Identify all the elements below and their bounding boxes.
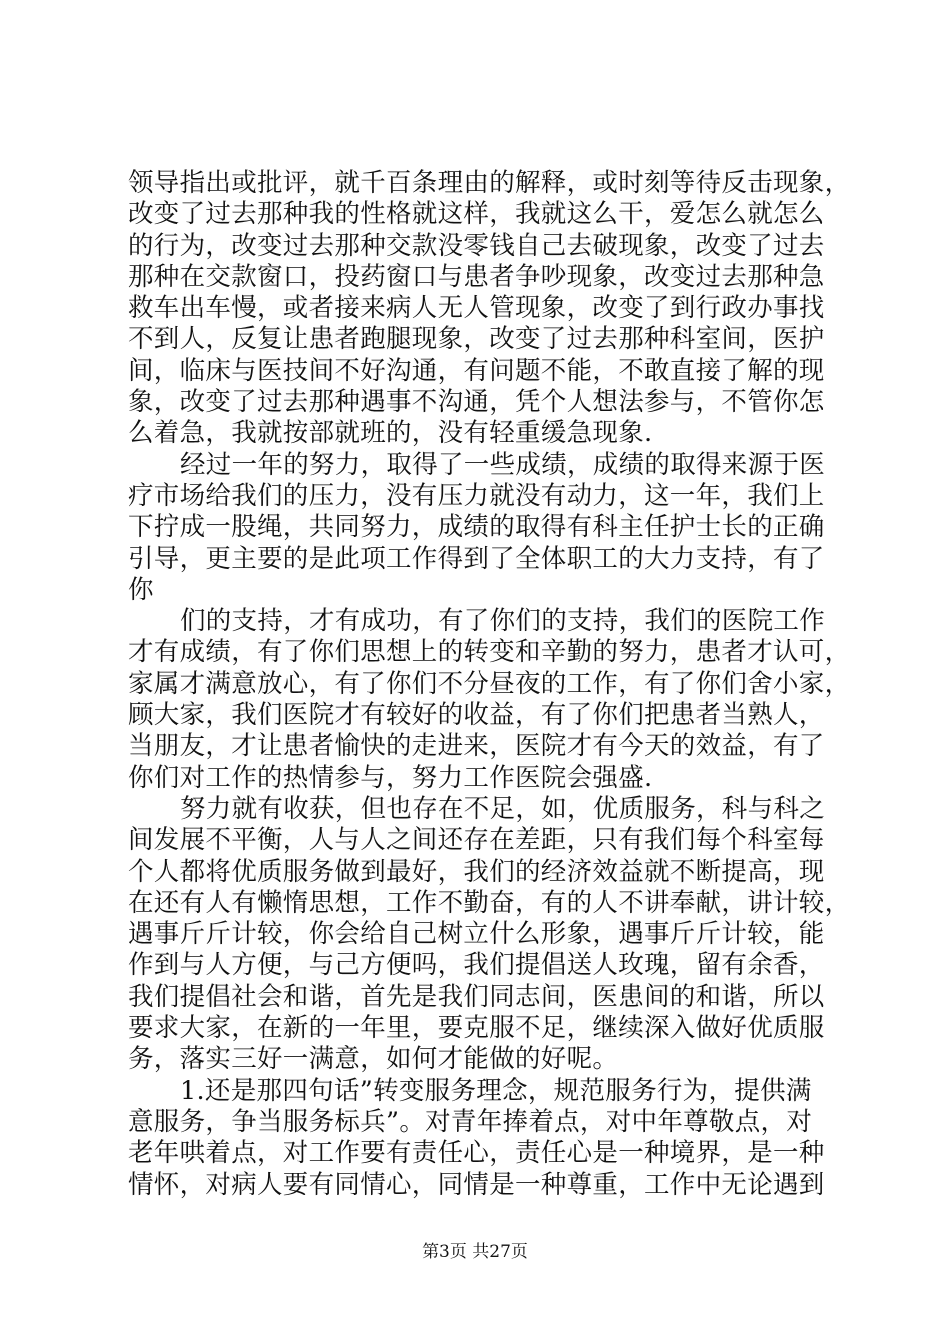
text-line: 不到人，反复让患者跑腿现象，改变了过去那种科室间，医护 (128, 324, 825, 355)
text-line: 要求大家，在新的一年里，要克服不足，继续深入做好优质服 (128, 1013, 825, 1044)
text-line: 你们对工作的热情参与，努力工作医院会强盛. (128, 762, 653, 793)
paragraph (128, 168, 851, 450)
text-line: 救车出车慢，或者接来病人无人管现象，改变了到行政办事找 (128, 293, 825, 324)
text-line: 象，改变了过去那种遇事不沟通，凭个人想法参与，不管你怎 (128, 387, 825, 418)
text-line: 个人都将优质服务做到最好，我们的经济效益就不断提高，现 (128, 856, 825, 887)
text-line: 下拧成一股绳，共同努力，成绩的取得有科主任护士长的正确 (128, 512, 825, 543)
text-line: 们的支持，才有成功，有了你们的支持，我们的医院工作 (180, 606, 826, 637)
text-line: 疗市场给我们的压力，没有压力就没有动力，这一年，我们上 (128, 480, 825, 511)
paragraph (128, 1076, 828, 1201)
paragraph (128, 606, 851, 794)
text-line: 努力就有收获，但也存在不足，如，优质服务，科与科之 (180, 793, 826, 824)
text-line: 那种在交款窗口，投药窗口与患者争吵现象，改变过去那种急 (128, 261, 825, 292)
text-line: 改变了过去那种我的性格就这样，我就这么干，爱怎么就怎么 (128, 199, 825, 230)
document-body (128, 168, 851, 1201)
text-line: 家属才满意放心，有了你们不分昼夜的工作，有了你们舍小家， (128, 668, 851, 699)
paragraph (128, 793, 851, 1076)
text-line: 1.还是那四句话”转变服务理念，规范服务行为，提供满 (180, 1075, 812, 1106)
text-line: 我们提倡社会和谐，首先是我们同志间，医患间的和谐，所以 (128, 981, 825, 1012)
text-line: 顾大家，我们医院才有较好的收益，有了你们把患者当熟人， (128, 700, 825, 731)
text-line: 老年哄着点，对工作要有责任心，责任心是一种境界，是一种 (128, 1138, 825, 1169)
text-line: 的行为，改变过去那种交款没零钱自己去破现象，改变了过去 (128, 230, 825, 261)
text-line: 引导，更主要的是此项工作得到了全体职工的大力支持，有了 (128, 543, 825, 574)
text-line: 领导指出或批评，就千百条理由的解释，或时刻等待反击现象， (128, 168, 851, 198)
text-line: 你 (128, 574, 154, 605)
text-line: 当朋友，才让患者愉快的走进来，医院才有今天的效益，有了 (128, 731, 825, 762)
text-line: 务，落实三好一满意，如何才能做的好呢。 (128, 1044, 619, 1075)
paragraph (128, 450, 828, 606)
text-line: 才有成绩，有了你们思想上的转变和辛勤的努力，患者才认可， (128, 637, 851, 668)
text-line: 情怀，对病人要有同情心，同情是一种尊重，工作中无论遇到 (128, 1169, 825, 1200)
text-line: 遇事斤斤计较，你会给自己树立什么形象，遇事斤斤计较，能 (128, 919, 825, 950)
text-line: 间发展不平衡，人与人之间还存在差距，只有我们每个科室每 (128, 825, 825, 856)
text-line: 经过一年的努力，取得了一些成绩，成绩的取得来源于医 (180, 449, 826, 480)
text-line: 意服务，争当服务标兵”。对青年捧着点，对中年尊敬点，对 (128, 1106, 813, 1137)
page-footer: 第3页 共27页 (422, 1242, 528, 1262)
text-line: 间，临床与医技间不好沟通，有问题不能，不敢直接了解的现 (128, 355, 825, 386)
text-line: 在还有人有懒惰思想，工作不勤奋，有的人不讲奉献，讲计较， (128, 887, 851, 918)
text-line: 么着急，我就按部就班的，没有轻重缓急现象. (128, 418, 653, 449)
text-line: 作到与人方便，与己方便吗，我们提倡送人玫瑰，留有余香， (128, 950, 825, 981)
